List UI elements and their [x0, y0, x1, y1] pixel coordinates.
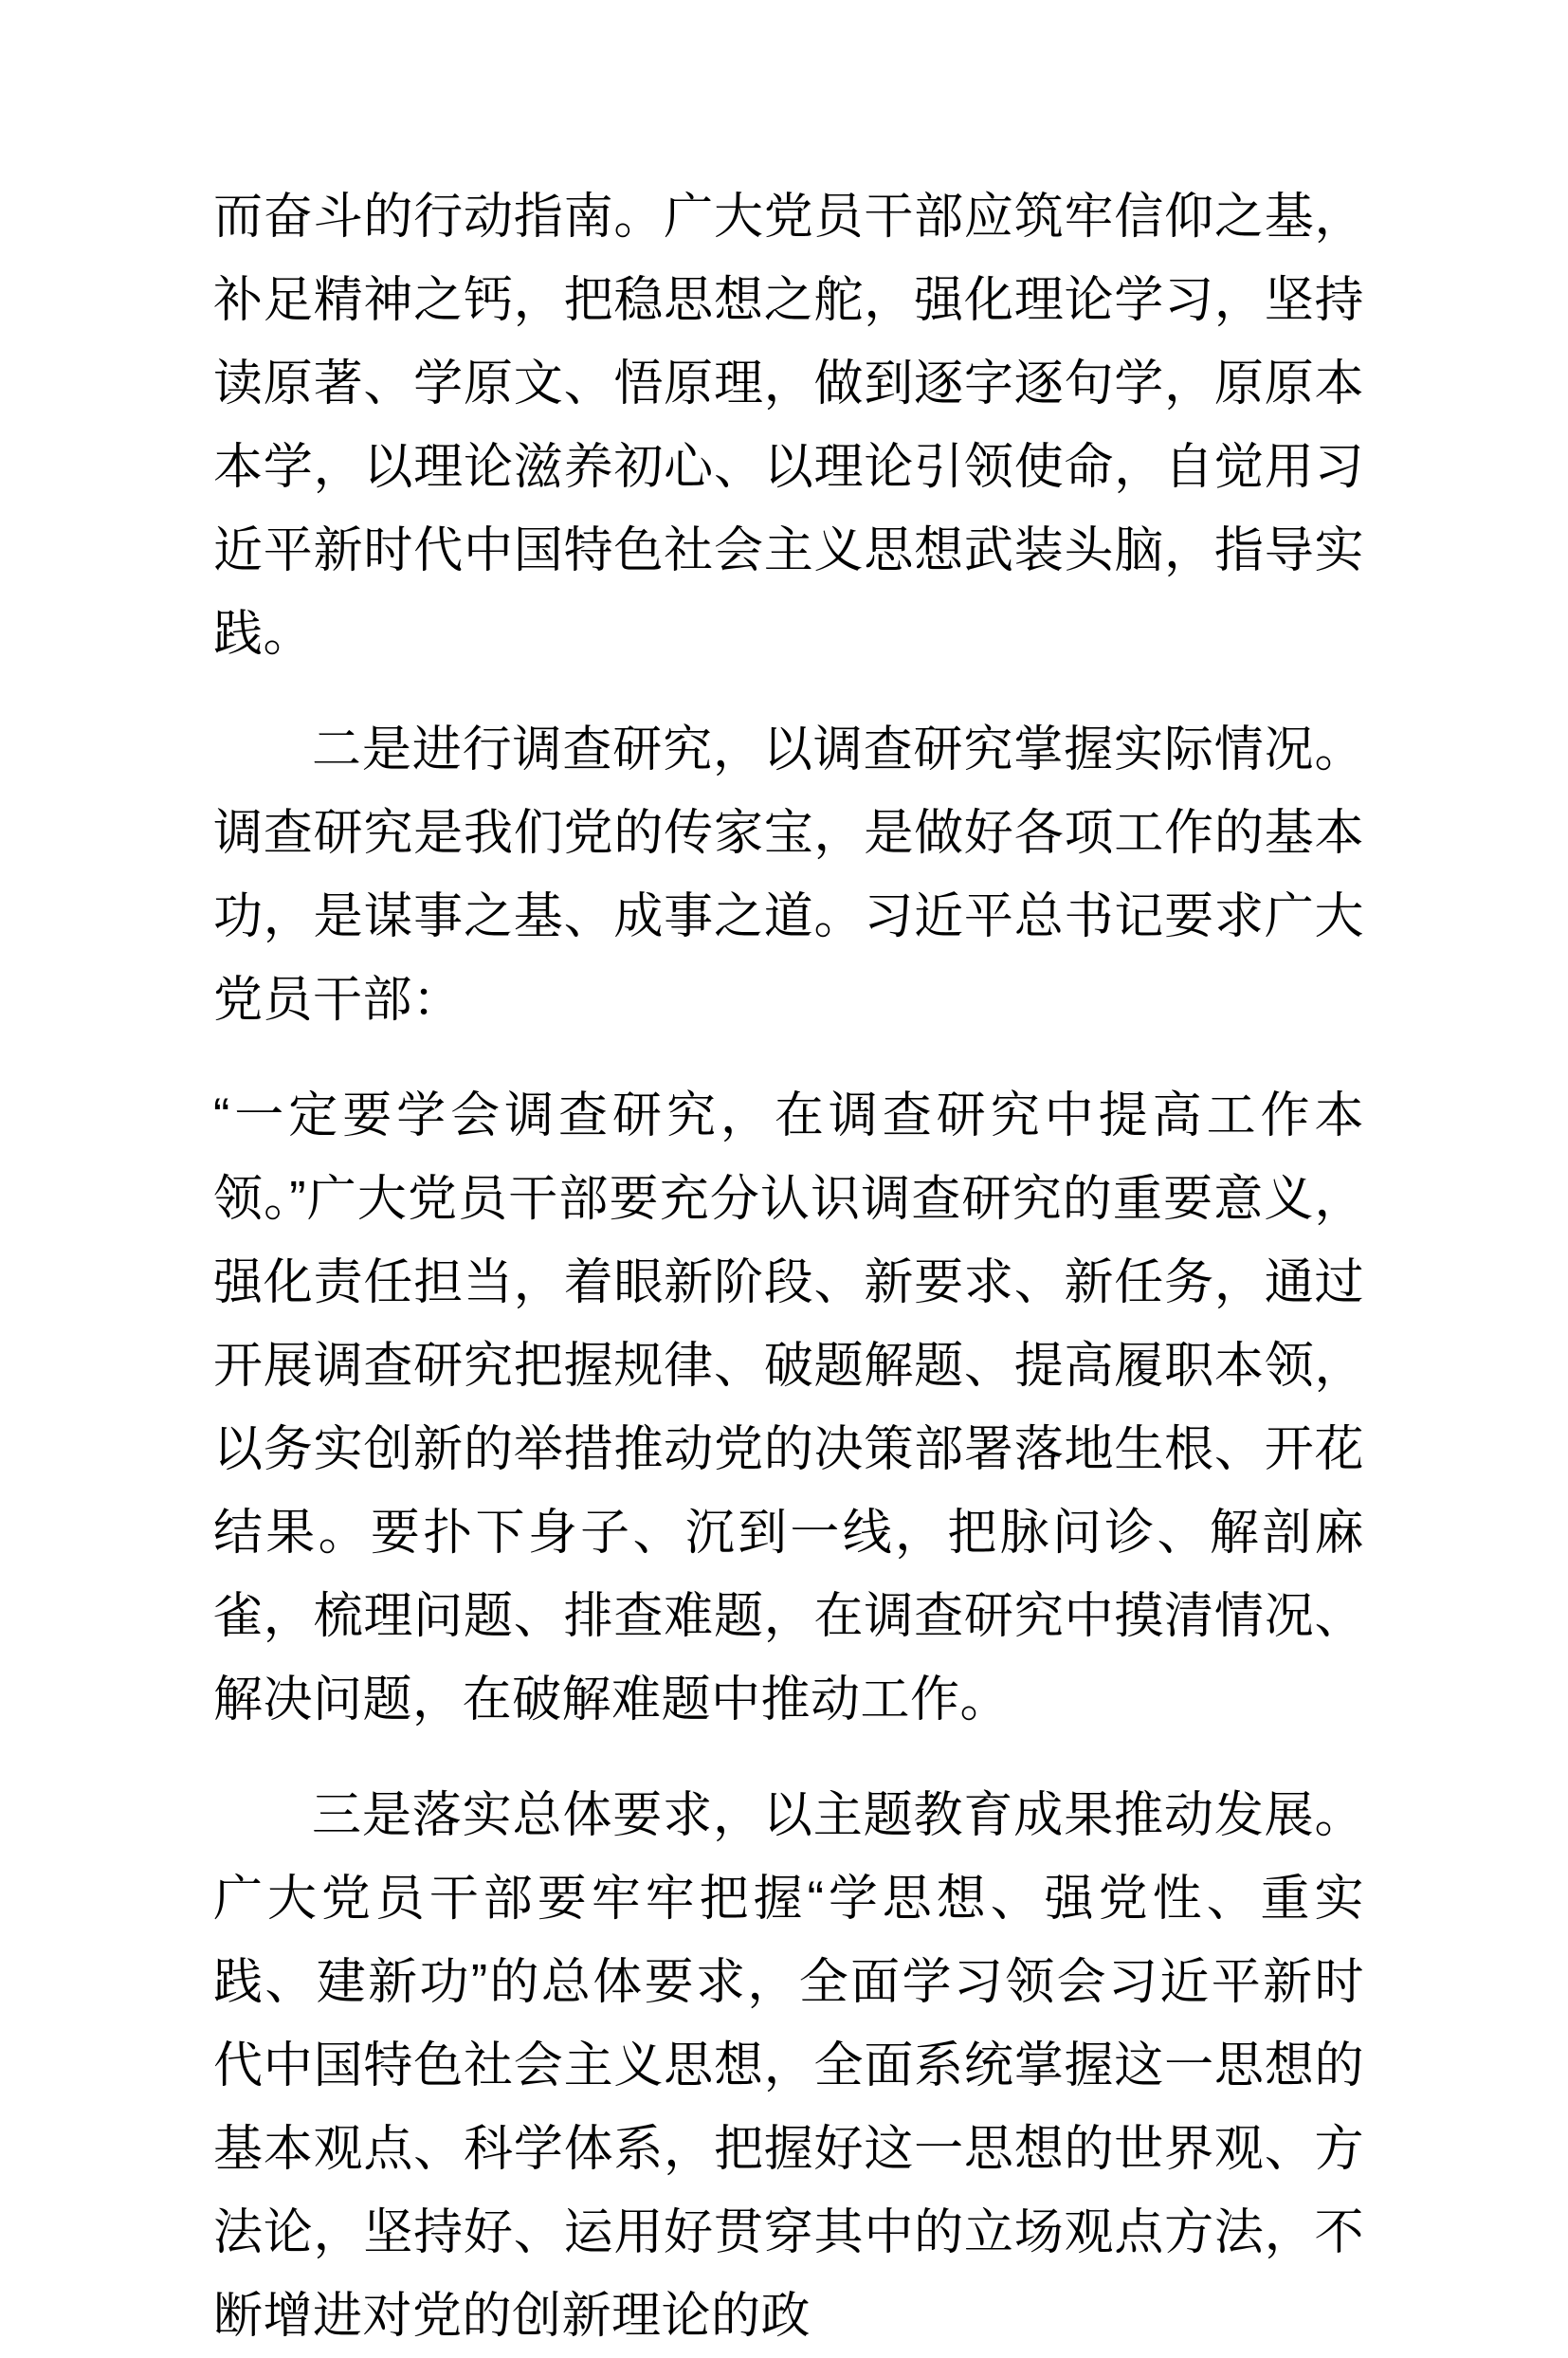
paragraph-continued: 而奋斗的行动指南。广大党员干部应筑牢信仰之基，补足精神之钙，把稳思想之舵，强化理论学习，坚持读原著、学原文、悟原理，做到逐字逐句学，原原本本学，以理论滋养初心、以理论引领使命，自觉用习近平新时代中国特色社会主义思想武装头脑，指导实践。: [213, 190, 1364, 662]
paragraph-quote-two: “一定要学会调查研究，在调查研究中提高工作本领。”广大党员干部要充分认识调查研究的重要意义，强化责任担当，着眼新阶段、新要求、新任务，通过开展调查研究把握规律、破题解题、提高履职本领，以务实创新的举措推动党的决策部署落地生根、开花结果。要扑下身子、沉到一线，把脉问诊、解剖麻雀，梳理问题、排查难题，在调查研究中摸清情况、解决问题，在破解难题中推动工作。: [213, 1088, 1364, 1727]
document-body: [213, 175, 1364, 2358]
paragraph-point-three: 三是落实总体要求，以主题教育成果推动发展。广大党员干部要牢牢把握“学思想、强党性、重实践、建新功”的总体要求，全面学习领会习近平新时代中国特色社会主义思想，全面系统掌握这一思想的基本观点、科学体系，把握好这一思想的世界观、方法论，坚持好、运用好贯穿其中的立场观点方法，不断增进对党的创新理论的政: [213, 1788, 1364, 2344]
paragraph-point-two: 二是进行调查研究，以调查研究掌握实际情况。调查研究是我们党的传家宝，是做好各项工作的基本功，是谋事之基、成事之道。习近平总书记要求广大党员干部：: [213, 722, 1364, 1028]
